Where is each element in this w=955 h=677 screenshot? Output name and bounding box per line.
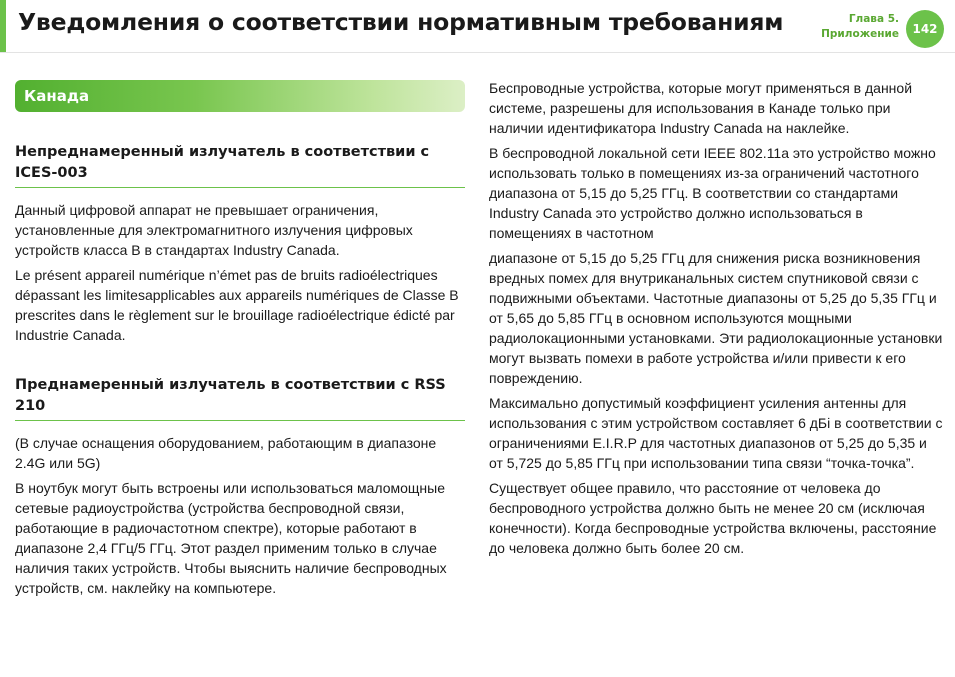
page-title: Уведомления о соответствии нормативным требованиям	[18, 8, 784, 36]
paragraph: Существует общее правило, что расстояние от человека до беспроводного устройства должно быть не менее 20 см (исключая конечности). Когда беспроводные устройства включены, расстояние до человека должно быть более 20 см.	[489, 480, 937, 556]
page-number-badge: 142	[906, 10, 944, 48]
left-column	[15, 80, 465, 603]
subsection-heading-rss210: Преднамеренный излучатель в соответствии с RSS 210	[15, 375, 465, 421]
paragraph: Максимально допустимый коэффициент усиления антенны для использования с этим устройством составляет 6 дБі в соответствии с ограничениями E.I.R.P для частотных диапазонов от 5,25 до 5,35 и от 5,725 до 5,85 ГГц при использовании типа связи “точка-точка”.	[489, 395, 943, 471]
header-divider	[0, 52, 955, 53]
subsection-heading-ices003: Непреднамеренный излучатель в соответствии с ICES-003	[15, 142, 465, 188]
paragraph: диапазоне от 5,15 до 5,25 ГГц для снижения риска возникновения вредных помех для внутриканальных систем спутниковой связи с подвижными объектами. Частотные диапазоны от 5,25 до 5,35 ГГц и от 5,65 до 5,85 ГГц в основном используются мощными радиолокационными установками. Эти радиолокационные установки могут вызвать помехи в работе устройства и/или привести к его повреждению.	[489, 250, 943, 386]
section-title-canada: Канада	[15, 80, 465, 112]
header-accent-bar	[0, 0, 6, 53]
chapter-label	[821, 12, 899, 42]
paragraph: В ноутбук могут быть встроены или использоваться маломощные сетевые радиоустройства (устройства беспроводной связи, работающие в радиочастотном спектре), которые работают в диапазоне 2,4 ГГц/5 ГГц. Этот раздел применим только в случае наличия таких устройств. Чтобы выяснить наличие беспроводных устройств, см. наклейку на компьютере.	[15, 480, 447, 596]
paragraph: Беспроводные устройства, которые могут применяться в данной системе, разрешены для использования в Канаде только при наличии идентификатора Industry Canada на наклейке.	[489, 80, 913, 136]
paragraph: В беспроводной локальной сети IEEE 802.11a это устройство можно использовать только в помещениях из-за ограничений частотного диапазона от 5,15 до 5,25 ГГц. В соответствии со стандартами Industry Canada это устройство должно использоваться в помещениях в частотном	[489, 145, 936, 241]
chapter-number: Глава 5.	[848, 13, 899, 25]
paragraph: Данный цифровой аппарат не превышает ограничения, установленные для электромагнитного излучения цифровых устройств класса B в стандартах Industry Canada.	[15, 202, 413, 258]
paragraph: Le présent appareil numérique n’émet pas de bruits radioélectriques dépassant les limitesapplicables aux appareils numériques de Classe B prescrites dans le règlement sur le brouillage radioélectrique édicté par Industrie Canada.	[15, 267, 459, 343]
right-column	[489, 78, 944, 563]
chapter-subtitle: Приложение	[821, 28, 899, 40]
paragraph: (В случае оснащения оборудованием, работающим в диапазоне 2.4G или 5G)	[15, 435, 437, 471]
